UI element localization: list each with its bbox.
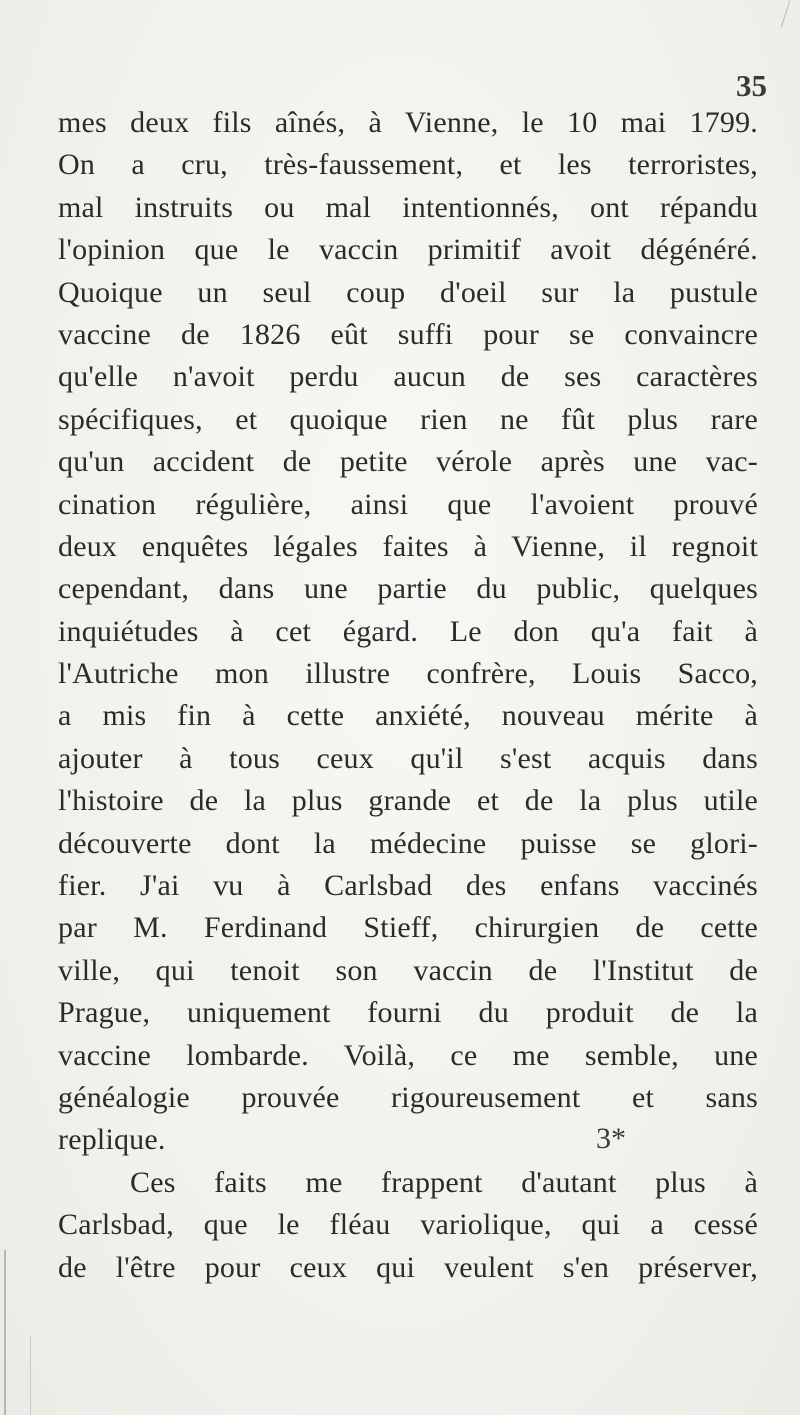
page-edge-mark xyxy=(4,1250,6,1415)
text-line: Quoique un seul coup d'oeil sur la pustule xyxy=(58,275,758,309)
text-line: l'histoire de la plus grande et de la plus utile xyxy=(58,784,758,818)
text-line: ajouter à tous ceux qu'il s'est acquis dans xyxy=(58,741,758,775)
text-line: deux enquêtes légales faites à Vienne, il regnoit xyxy=(58,529,758,563)
corner-mark xyxy=(781,1,791,28)
text-line: qu'un accident de petite vérole après une vac- xyxy=(58,445,758,479)
text-line: replique. xyxy=(58,1123,166,1157)
text-line: fier. J'ai vu à Carlsbad des enfans vaccinés xyxy=(58,869,758,903)
text-line: généalogie prouvée rigoureusement et sans xyxy=(58,1080,758,1114)
page-edge-mark xyxy=(30,1336,31,1415)
text-line: a mis fin à cette anxiété, nouveau mérite à xyxy=(58,699,758,733)
text-line: vaccine lombarde. Voilà, ce me semble, une xyxy=(58,1038,758,1072)
signature-mark: 3* xyxy=(596,1122,626,1155)
text-line: Prague, uniquement fourni du produit de la xyxy=(58,996,758,1030)
text-line: l'Autriche mon illustre confrère, Louis Sacco, xyxy=(58,657,758,691)
page-number: 35 xyxy=(736,68,767,103)
text-line: cination régulière, ainsi que l'avoient prouvé xyxy=(58,487,758,521)
text-line: de l'être pour ceux qui veulent s'en préserver, xyxy=(58,1250,758,1284)
text-line: cependant, dans une partie du public, quelques xyxy=(58,572,758,606)
text-line: l'opinion que le vaccin primitif avoit dégénéré. xyxy=(58,233,758,267)
text-line: vaccine de 1826 eût suffi pour se convaincre xyxy=(58,317,758,351)
text-line: mes deux fils aînés, à Vienne, le 10 mai 1799. xyxy=(58,106,758,139)
text-line: qu'elle n'avoit perdu aucun de ses caractères xyxy=(58,360,758,394)
text-line: On a cru, très-faussement, et les terroristes, xyxy=(58,148,758,182)
paragraph-start-line: Ces faits me frappent d'autant plus à xyxy=(130,1165,758,1199)
text-line: mal instruits ou mal intentionnés, ont répandu xyxy=(58,190,758,224)
text-line: découverte dont la médecine puisse se glori- xyxy=(58,826,758,860)
text-line: Carlsbad, que le fléau variolique, qui a cessé xyxy=(58,1208,758,1242)
body-text xyxy=(58,102,758,1289)
text-line: ville, qui tenoit son vaccin de l'Institut de xyxy=(58,953,758,987)
text-line: par M. Ferdinand Stieff, chirurgien de cette xyxy=(58,911,758,945)
text-line: inquiétudes à cet égard. Le don qu'a fait à xyxy=(58,614,758,648)
text-line: spécifiques, et quoique rien ne fût plus rare xyxy=(58,402,758,436)
